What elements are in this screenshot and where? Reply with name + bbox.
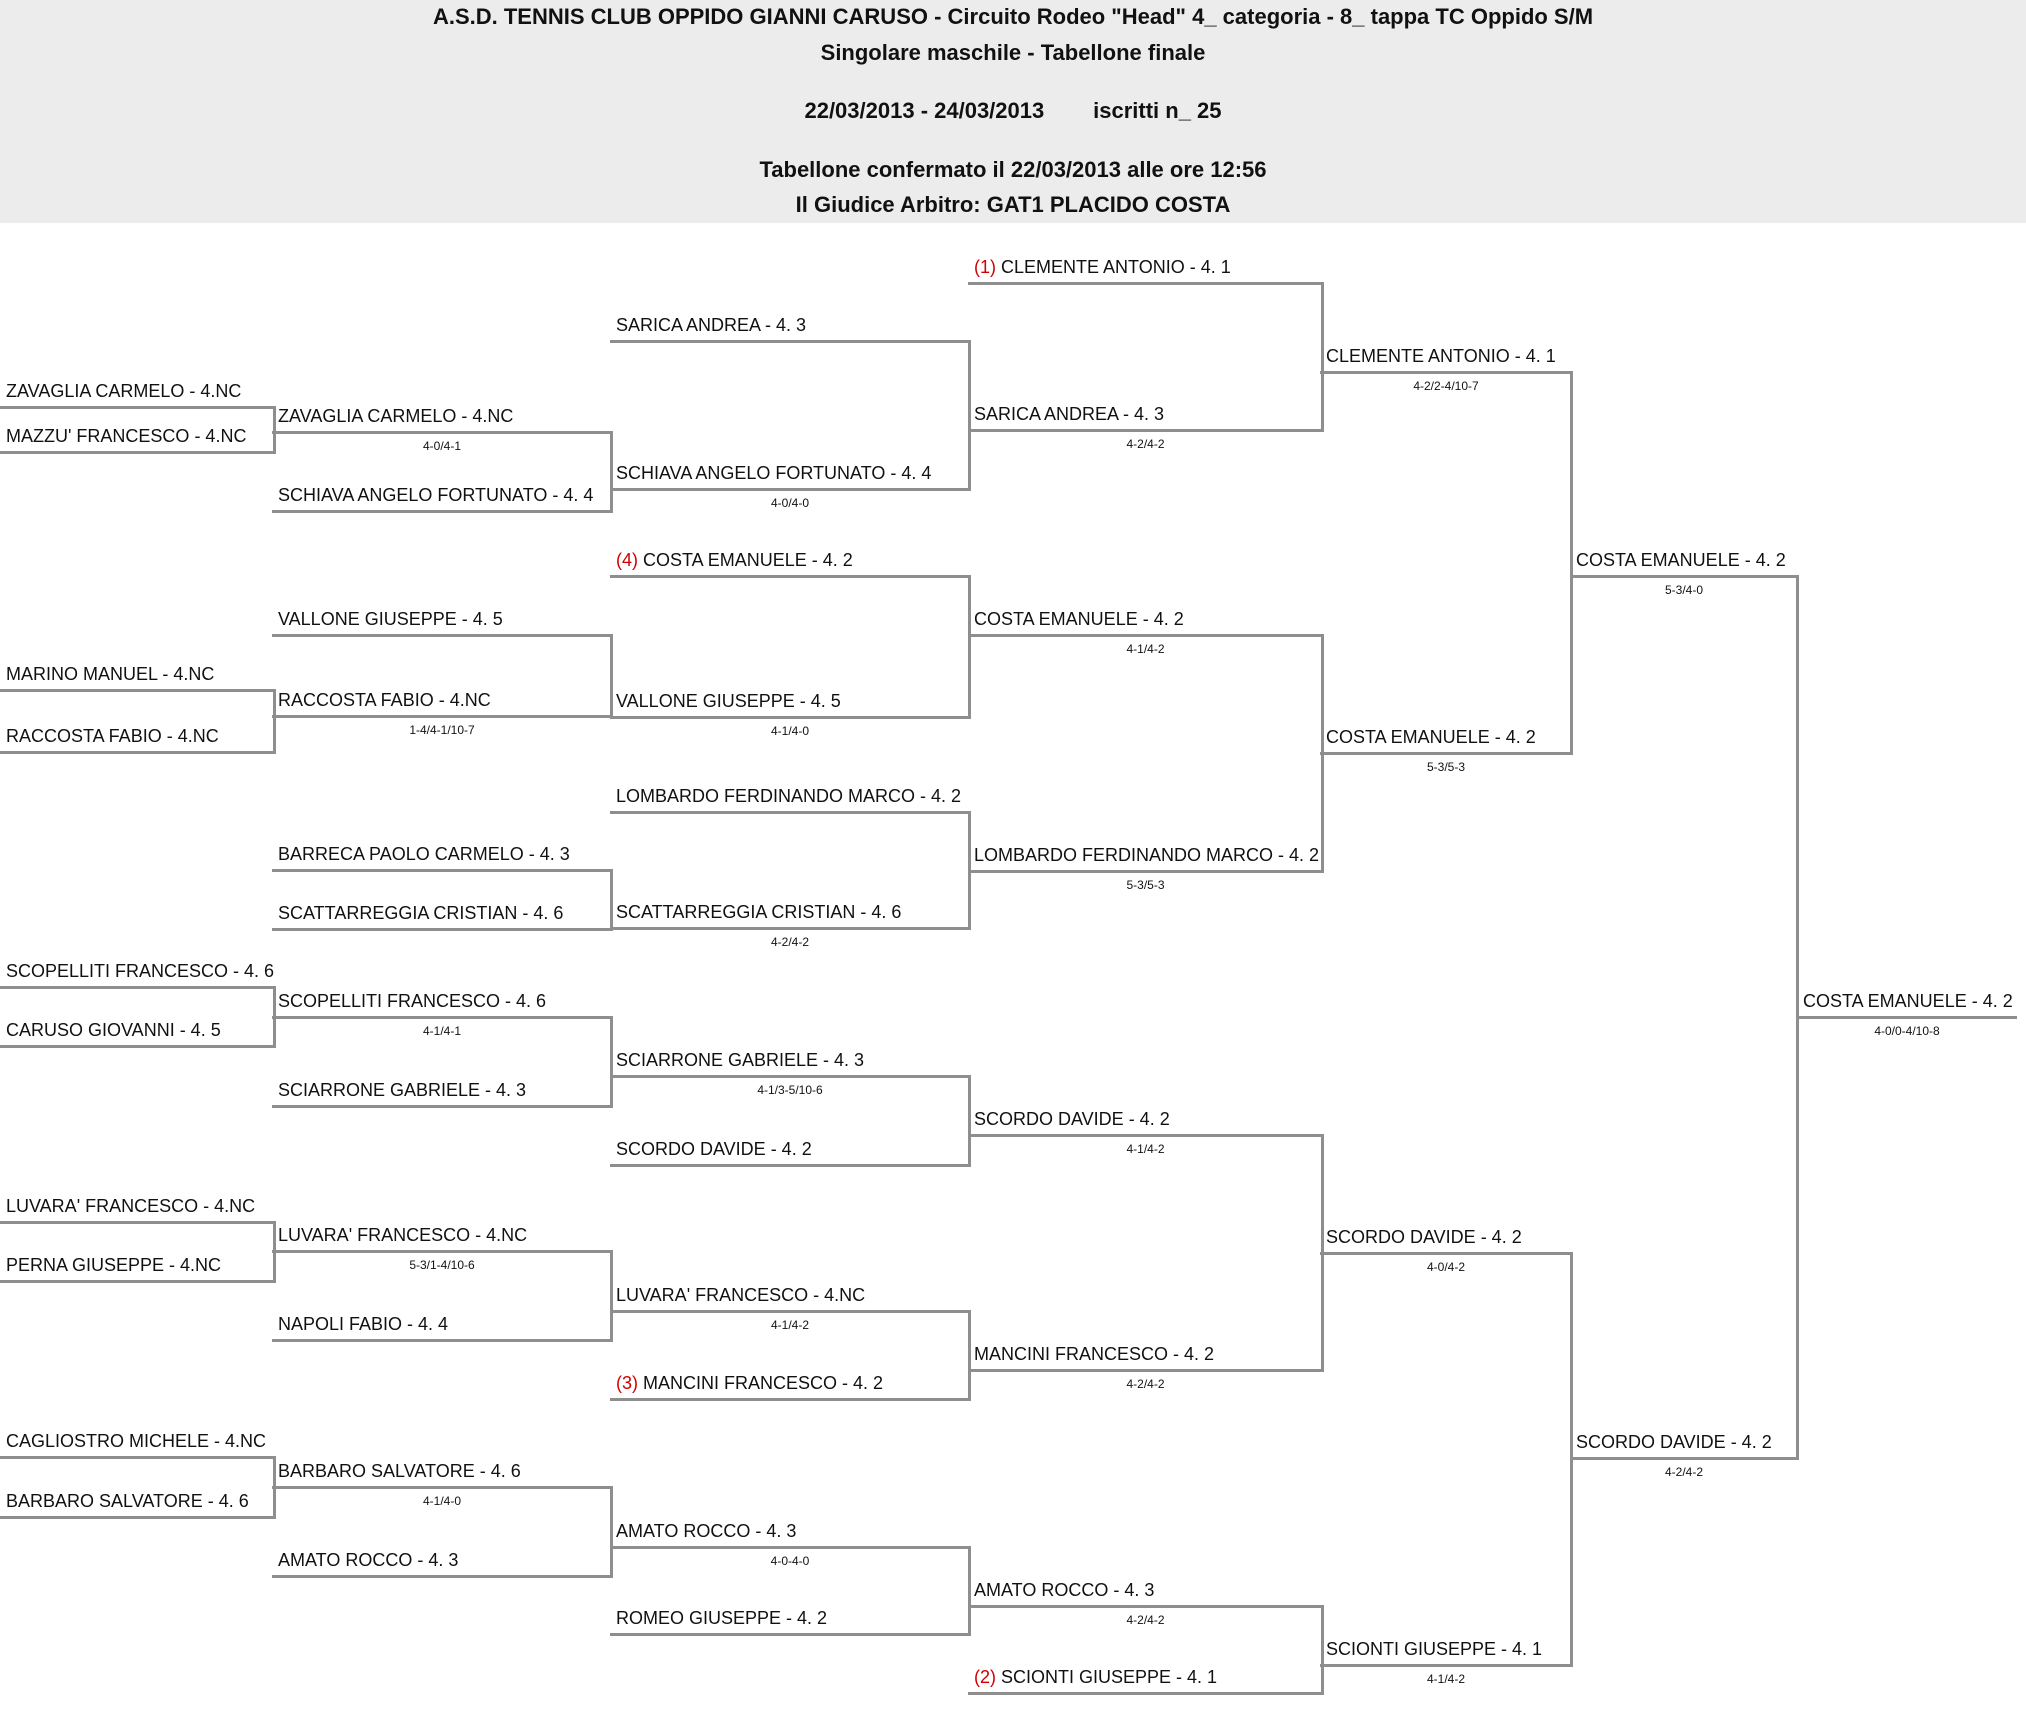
r1-player-entry — [6, 1195, 255, 1217]
r3-slot-line — [610, 716, 970, 719]
r3-player-entry — [616, 1138, 812, 1160]
r3-connector — [968, 340, 971, 491]
match-score: 1-4/4-1/10-7 — [409, 723, 475, 737]
r1-player-entry — [6, 1490, 249, 1512]
r1-player-entry — [6, 960, 274, 982]
player-name: SCATTARREGGIA CRISTIAN - 4. 6 — [616, 902, 902, 922]
player-name: VALLONE GIUSEPPE - 4. 5 — [278, 609, 503, 629]
player-name: AMATO ROCCO - 4. 3 — [278, 1550, 459, 1570]
r3-player-entry — [616, 785, 961, 807]
player-name: CLEMENTE ANTONIO - 4. 1 — [1326, 346, 1556, 366]
player-name: SCIONTI GIUSEPPE - 4. 1 — [1326, 1639, 1543, 1659]
player-name: RACCOSTA FABIO - 4.NC — [6, 726, 219, 746]
player-name: SCIARRONE GABRIELE - 4. 3 — [616, 1050, 865, 1070]
r4-player-entry — [974, 844, 1319, 866]
match-score: 4-2/2-4/10-7 — [1413, 379, 1479, 393]
player-name: SCORDO DAVIDE - 4. 2 — [616, 1139, 812, 1159]
r3-slot-line — [610, 340, 970, 343]
r3-player-entry — [616, 901, 901, 923]
match-score: 4-1/4-2 — [770, 1318, 810, 1332]
r2-player-entry — [278, 1079, 526, 1101]
player-name: ZAVAGLIA CARMELO - 4.NC — [6, 381, 242, 401]
r3-player-entry — [616, 1049, 864, 1071]
player-name: SCORDO DAVIDE - 4. 2 — [1326, 1227, 1522, 1247]
r1-player-entry — [6, 380, 241, 402]
r4-player-entry — [974, 1343, 1214, 1365]
r3-slot-line — [610, 575, 970, 578]
sf-player-entry — [1576, 1431, 1772, 1453]
player-name: SCOPELLITI FRANCESCO - 4. 6 — [278, 991, 547, 1011]
r3-slot-line — [610, 811, 970, 814]
r3-slot-line — [610, 1398, 970, 1401]
r2-connector — [610, 634, 613, 718]
qf-player-entry — [1326, 1638, 1542, 1660]
r4-player-entry — [974, 1108, 1170, 1130]
r3-slot-line — [610, 1633, 970, 1636]
final-player-entry — [1803, 990, 2013, 1012]
r2-slot-line — [272, 928, 612, 931]
player-name: SCIARRONE GABRIELE - 4. 3 — [278, 1080, 527, 1100]
qf-slot-line — [1320, 752, 1572, 755]
player-name: LUVARA' FRANCESCO - 4.NC — [278, 1225, 528, 1245]
r2-player-entry — [278, 1224, 527, 1246]
sf-slot-line — [1570, 575, 1798, 578]
player-name: CAGLIOSTRO MICHELE - 4.NC — [6, 1431, 267, 1451]
final-slot-line — [1797, 1016, 2017, 1019]
qf-player-entry — [1326, 1226, 1522, 1248]
match-score: 5-3/5-3 — [1426, 760, 1466, 774]
r3-player-entry — [616, 549, 853, 571]
player-name: COSTA EMANUELE - 4. 2 — [643, 550, 853, 570]
sf-slot-line — [1570, 1457, 1798, 1460]
player-name: SCOPELLITI FRANCESCO - 4. 6 — [6, 961, 275, 981]
player-name: SARICA ANDREA - 4. 3 — [616, 315, 807, 335]
match-score: 4-2/4-2 — [1126, 1377, 1165, 1391]
r4-player-entry — [974, 1666, 1217, 1688]
r4-slot-line — [968, 634, 1323, 637]
r1-slot-line — [0, 451, 275, 454]
r3-player-entry — [616, 1607, 827, 1629]
player-name: PERNA GIUSEPPE - 4.NC — [6, 1255, 222, 1275]
player-name: NAPOLI FABIO - 4. 4 — [278, 1314, 449, 1334]
seed-number: (4) — [616, 550, 638, 570]
r1-slot-line — [0, 689, 275, 692]
player-name: AMATO ROCCO - 4. 3 — [616, 1521, 797, 1541]
r4-player-entry — [974, 1579, 1154, 1601]
r2-slot-line — [272, 869, 612, 872]
r3-slot-line — [610, 488, 970, 491]
r3-player-entry — [616, 1372, 883, 1394]
r1-slot-line — [0, 1045, 275, 1048]
player-name: VALLONE GIUSEPPE - 4. 5 — [616, 691, 841, 711]
player-name: SCATTARREGGIA CRISTIAN - 4. 6 — [278, 903, 564, 923]
player-name: CLEMENTE ANTONIO - 4. 1 — [1001, 257, 1231, 277]
qf-player-entry — [1326, 345, 1556, 367]
player-name: AMATO ROCCO - 4. 3 — [974, 1580, 1155, 1600]
tournament-header — [0, 0, 2026, 223]
r1-slot-line — [0, 406, 275, 409]
r3-player-entry — [616, 462, 931, 484]
player-name: LOMBARDO FERDINANDO MARCO - 4. 2 — [616, 786, 962, 806]
r4-slot-line — [968, 1134, 1323, 1137]
player-name: MAZZU' FRANCESCO - 4.NC — [6, 426, 247, 446]
r4-slot-line — [968, 429, 1323, 432]
r4-slot-line — [968, 282, 1323, 285]
r1-slot-line — [0, 1280, 275, 1283]
match-score: 4-1/4-2 — [1126, 1142, 1165, 1156]
player-name: SCORDO DAVIDE - 4. 2 — [974, 1109, 1170, 1129]
r3-player-entry — [616, 690, 841, 712]
r1-player-entry — [6, 1254, 221, 1276]
qf-slot-line — [1320, 371, 1572, 374]
player-name: MARINO MANUEL - 4.NC — [6, 664, 215, 684]
r2-slot-line — [272, 1105, 612, 1108]
player-name: SARICA ANDREA - 4. 3 — [974, 404, 1165, 424]
r4-slot-line — [968, 1692, 1323, 1695]
r1-slot-line — [0, 1456, 275, 1459]
r4-slot-line — [968, 1369, 1323, 1372]
r4-slot-line — [968, 1605, 1323, 1608]
qf-player-entry — [1326, 726, 1536, 748]
r1-player-entry — [6, 1430, 266, 1452]
match-score: 4-1/4-0 — [770, 724, 810, 738]
player-name: MANCINI FRANCESCO - 4. 2 — [974, 1344, 1215, 1364]
r2-slot-line — [272, 1339, 612, 1342]
player-name: SCORDO DAVIDE - 4. 2 — [1576, 1432, 1772, 1452]
r2-slot-line — [272, 1250, 612, 1253]
r2-player-entry — [278, 902, 563, 924]
draw-type: Singolare maschile - Tabellone finale — [820, 40, 1206, 65]
r2-player-entry — [278, 1549, 458, 1571]
r3-slot-line — [610, 1164, 970, 1167]
r2-slot-line — [272, 510, 612, 513]
r2-connector — [610, 869, 613, 931]
player-name: SCIONTI GIUSEPPE - 4. 1 — [1001, 1667, 1218, 1687]
player-name: BARBARO SALVATORE - 4. 6 — [278, 1461, 521, 1481]
match-score: 4-2/4-2 — [770, 935, 810, 949]
match-score: 4-1/4-1 — [422, 1024, 462, 1038]
match-score: 5-3/5-3 — [1126, 878, 1165, 892]
player-name: COSTA EMANUELE - 4. 2 — [1803, 991, 2013, 1011]
r2-player-entry — [278, 405, 513, 427]
player-name: BARBARO SALVATORE - 4. 6 — [6, 1491, 249, 1511]
referee-line: Il Giudice Arbitro: GAT1 PLACIDO COSTA — [795, 192, 1231, 217]
match-score: 4-2/4-2 — [1126, 437, 1165, 451]
match-score: 4-0/4-2 — [1426, 1260, 1466, 1274]
dates-and-entries: 22/03/2013 - 24/03/2013 iscritti n_ 25 — [804, 98, 1222, 123]
player-name: ROMEO GIUSEPPE - 4. 2 — [616, 1608, 828, 1628]
player-name: CARUSO GIOVANNI - 4. 5 — [6, 1020, 221, 1040]
r3-slot-line — [610, 1075, 970, 1078]
r1-slot-line — [0, 1221, 275, 1224]
player-name: COSTA EMANUELE - 4. 2 — [1326, 727, 1536, 747]
r4-connector — [1321, 282, 1324, 432]
player-name: COSTA EMANUELE - 4. 2 — [1576, 550, 1786, 570]
match-score: 4-2/4-2 — [1664, 1465, 1704, 1479]
match-score: 5-3/4-0 — [1664, 583, 1704, 597]
r2-player-entry — [278, 608, 503, 630]
confirmation-line: Tabellone confermato il 22/03/2013 alle ore 12:56 — [759, 157, 1267, 182]
qf-connector — [1570, 371, 1573, 755]
match-score: 4-1/4-2 — [1126, 642, 1165, 656]
match-score: 4-1/4-2 — [1426, 1672, 1466, 1686]
qf-slot-line — [1320, 1664, 1572, 1667]
r1-player-entry — [6, 1019, 221, 1041]
r1-player-entry — [6, 725, 219, 747]
player-name: SCHIAVA ANGELO FORTUNATO - 4. 4 — [616, 463, 932, 483]
r4-slot-line — [968, 870, 1323, 873]
r3-slot-line — [610, 1310, 970, 1313]
r2-player-entry — [278, 1313, 448, 1335]
tournament-title: A.S.D. TENNIS CLUB OPPIDO GIANNI CARUSO - Circuito Rodeo "Head" 4_ categoria - 8_ tappa TC Oppido S/M — [432, 4, 1594, 29]
player-name: RACCOSTA FABIO - 4.NC — [278, 690, 491, 710]
match-score: 4-0/4-0 — [770, 496, 810, 510]
match-score: 4-0/0-4/10-8 — [1874, 1024, 1940, 1038]
match-score: 4-2/4-2 — [1126, 1613, 1165, 1627]
r1-slot-line — [0, 1516, 275, 1519]
r2-slot-line — [272, 634, 612, 637]
r2-slot-line — [272, 1575, 612, 1578]
r2-player-entry — [278, 689, 491, 711]
r2-player-entry — [278, 1460, 521, 1482]
seed-number: (1) — [974, 257, 996, 277]
player-name: LOMBARDO FERDINANDO MARCO - 4. 2 — [974, 845, 1320, 865]
seed-number: (2) — [974, 1667, 996, 1687]
match-score: 5-3/1-4/10-6 — [409, 1258, 475, 1272]
r3-slot-line — [610, 1546, 970, 1549]
r1-slot-line — [0, 751, 275, 754]
player-name: LUVARA' FRANCESCO - 4.NC — [616, 1285, 866, 1305]
r1-slot-line — [0, 986, 275, 989]
r4-player-entry — [974, 403, 1164, 425]
r1-player-entry — [6, 425, 246, 447]
r2-slot-line — [272, 431, 612, 434]
r1-connector — [273, 689, 276, 754]
r2-player-entry — [278, 843, 570, 865]
seed-number: (3) — [616, 1373, 638, 1393]
player-name: BARRECA PAOLO CARMELO - 4. 3 — [278, 844, 570, 864]
draw-bracket — [0, 223, 2026, 1724]
r2-slot-line — [272, 1016, 612, 1019]
match-score: 4-0/4-1 — [422, 439, 462, 453]
player-name: SCHIAVA ANGELO FORTUNATO - 4. 4 — [278, 485, 594, 505]
qf-slot-line — [1320, 1252, 1572, 1255]
r2-player-entry — [278, 990, 546, 1012]
player-name: COSTA EMANUELE - 4. 2 — [974, 609, 1184, 629]
r3-player-entry — [616, 1520, 796, 1542]
player-name: ZAVAGLIA CARMELO - 4.NC — [278, 406, 514, 426]
r3-player-entry — [616, 314, 806, 336]
r1-player-entry — [6, 663, 214, 685]
r3-slot-line — [610, 927, 970, 930]
r3-player-entry — [616, 1284, 865, 1306]
r2-player-entry — [278, 484, 593, 506]
r4-player-entry — [974, 608, 1184, 630]
match-score: 4-1/4-0 — [422, 1494, 462, 1508]
player-name: MANCINI FRANCESCO - 4. 2 — [643, 1373, 884, 1393]
r2-slot-line — [272, 715, 612, 718]
player-name: LUVARA' FRANCESCO - 4.NC — [6, 1196, 256, 1216]
sf-player-entry — [1576, 549, 1786, 571]
match-score: 4-1/3-5/10-6 — [757, 1083, 823, 1097]
r4-player-entry — [974, 256, 1231, 278]
match-score: 4-0-4-0 — [770, 1554, 810, 1568]
r2-slot-line — [272, 1486, 612, 1489]
